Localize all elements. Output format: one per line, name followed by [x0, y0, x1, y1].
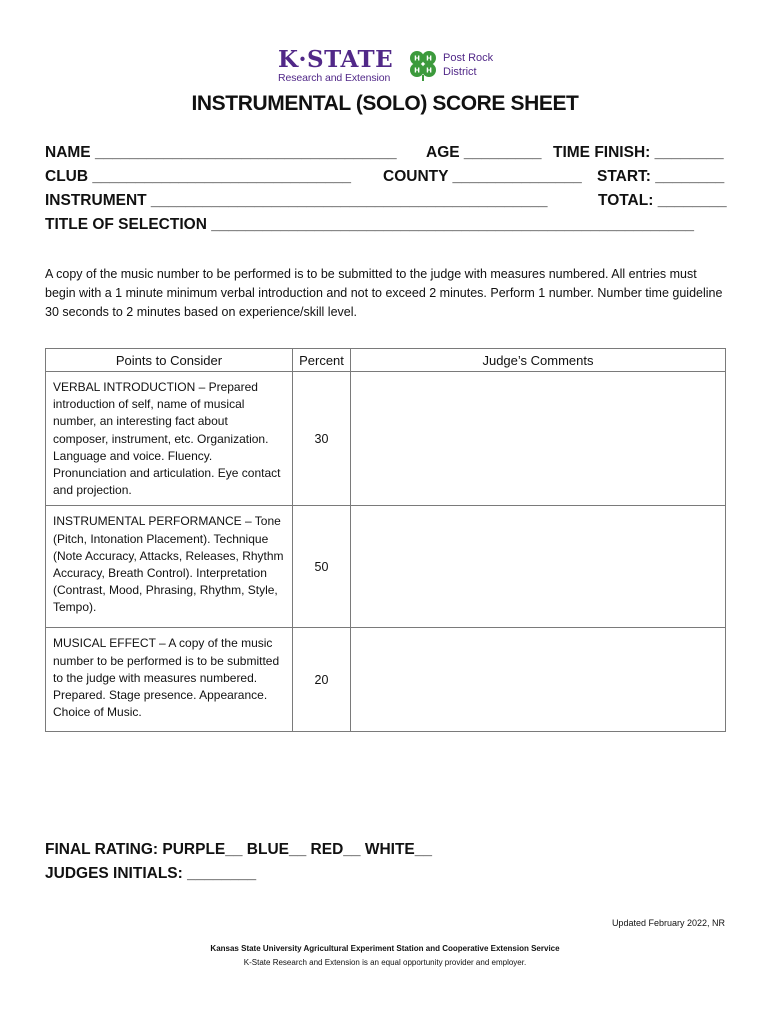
final-section: [45, 838, 432, 886]
percent-cell: 30: [293, 372, 351, 506]
kstate-wordmark: K·STATE: [278, 46, 394, 73]
svg-text:H: H: [414, 54, 420, 63]
header-points: Points to Consider: [46, 349, 293, 372]
entry-fields: [45, 141, 730, 237]
percent-cell: 50: [293, 506, 351, 628]
points-cell: INSTRUMENTAL PERFORMANCE – Tone (Pitch, Intonation Placement). Technique (Note Accuracy, Attacks, Releases, Rhythm Accuracy, Breath Control). Interpretation (Contrast, Mood, Phrasing, Rhythm, Style, Tempo).: [46, 506, 293, 628]
kstate-subtitle: Research and Extension: [278, 72, 391, 84]
age-field[interactable]: AGE _________: [426, 144, 542, 161]
time-finish-field[interactable]: TIME FINISH: ________: [553, 144, 724, 161]
points-cell: VERBAL INTRODUCTION – Prepared introduction of self, name of musical number, an interesting fact about composer, instrument, etc. Organization. Language and voice. Fluency. Pronunciation and articulation. Eye contact and projection.: [46, 372, 293, 506]
points-cell: MUSICAL EFFECT – A copy of the music number to be performed is to be submitted to the judge with measures numbered. Prepared. Stage presence. Appearance. Choice of Music.: [46, 628, 293, 732]
instrument-field[interactable]: INSTRUMENT ______________________________________________: [45, 192, 548, 209]
start-field[interactable]: START: ________: [597, 168, 725, 185]
svg-text:H: H: [414, 66, 420, 75]
title-of-selection-field[interactable]: TITLE OF SELECTION ________________________________________________________: [45, 216, 694, 233]
judges-initials[interactable]: JUDGES INITIALS: ________: [45, 865, 257, 882]
percent-cell: 20: [293, 628, 351, 732]
page-title: INSTRUMENTAL (SOLO) SCORE SHEET: [191, 92, 579, 115]
svg-text:H: H: [426, 66, 432, 75]
comments-cell[interactable]: [351, 628, 726, 732]
comments-cell[interactable]: [351, 372, 726, 506]
header-comments: Judge’s Comments: [351, 349, 726, 372]
svg-text:H: H: [426, 54, 432, 63]
county-field[interactable]: COUNTY _______________: [383, 168, 582, 185]
4h-clover-icon: [408, 49, 438, 81]
comments-cell[interactable]: [351, 506, 726, 628]
kstate-logo: [278, 48, 398, 85]
district-name: Post Rock District: [443, 52, 494, 78]
club-field[interactable]: CLUB ______________________________: [45, 168, 351, 185]
footer-equal-opportunity: K-State Research and Extension is an equal opportunity provider and employer.: [243, 958, 527, 967]
table-row: [46, 506, 726, 628]
table-row: [46, 372, 726, 506]
header-percent: Percent: [293, 349, 351, 372]
header-logos: [278, 48, 508, 88]
instructions-paragraph: A copy of the music number to be performed is to be submitted to the judge with measures numbered. All entries must begin with a 1 minute minimum verbal introduction and not to exceed 2 minutes. Perform 1 number. Number time guideline 30 seconds to 2 minutes based on experience/skill level.: [45, 267, 723, 319]
updated-note: Updated February 2022, NR: [611, 918, 725, 928]
footer-institution: Kansas State University Agricultural Experiment Station and Cooperative Extension Service: [210, 944, 560, 953]
total-field[interactable]: TOTAL: ________: [598, 192, 727, 209]
table-row: [46, 628, 726, 732]
final-rating[interactable]: FINAL RATING: PURPLE__ BLUE__ RED__ WHITE__: [45, 841, 432, 858]
name-field[interactable]: NAME ___________________________________: [45, 144, 397, 161]
score-table: [45, 348, 726, 732]
